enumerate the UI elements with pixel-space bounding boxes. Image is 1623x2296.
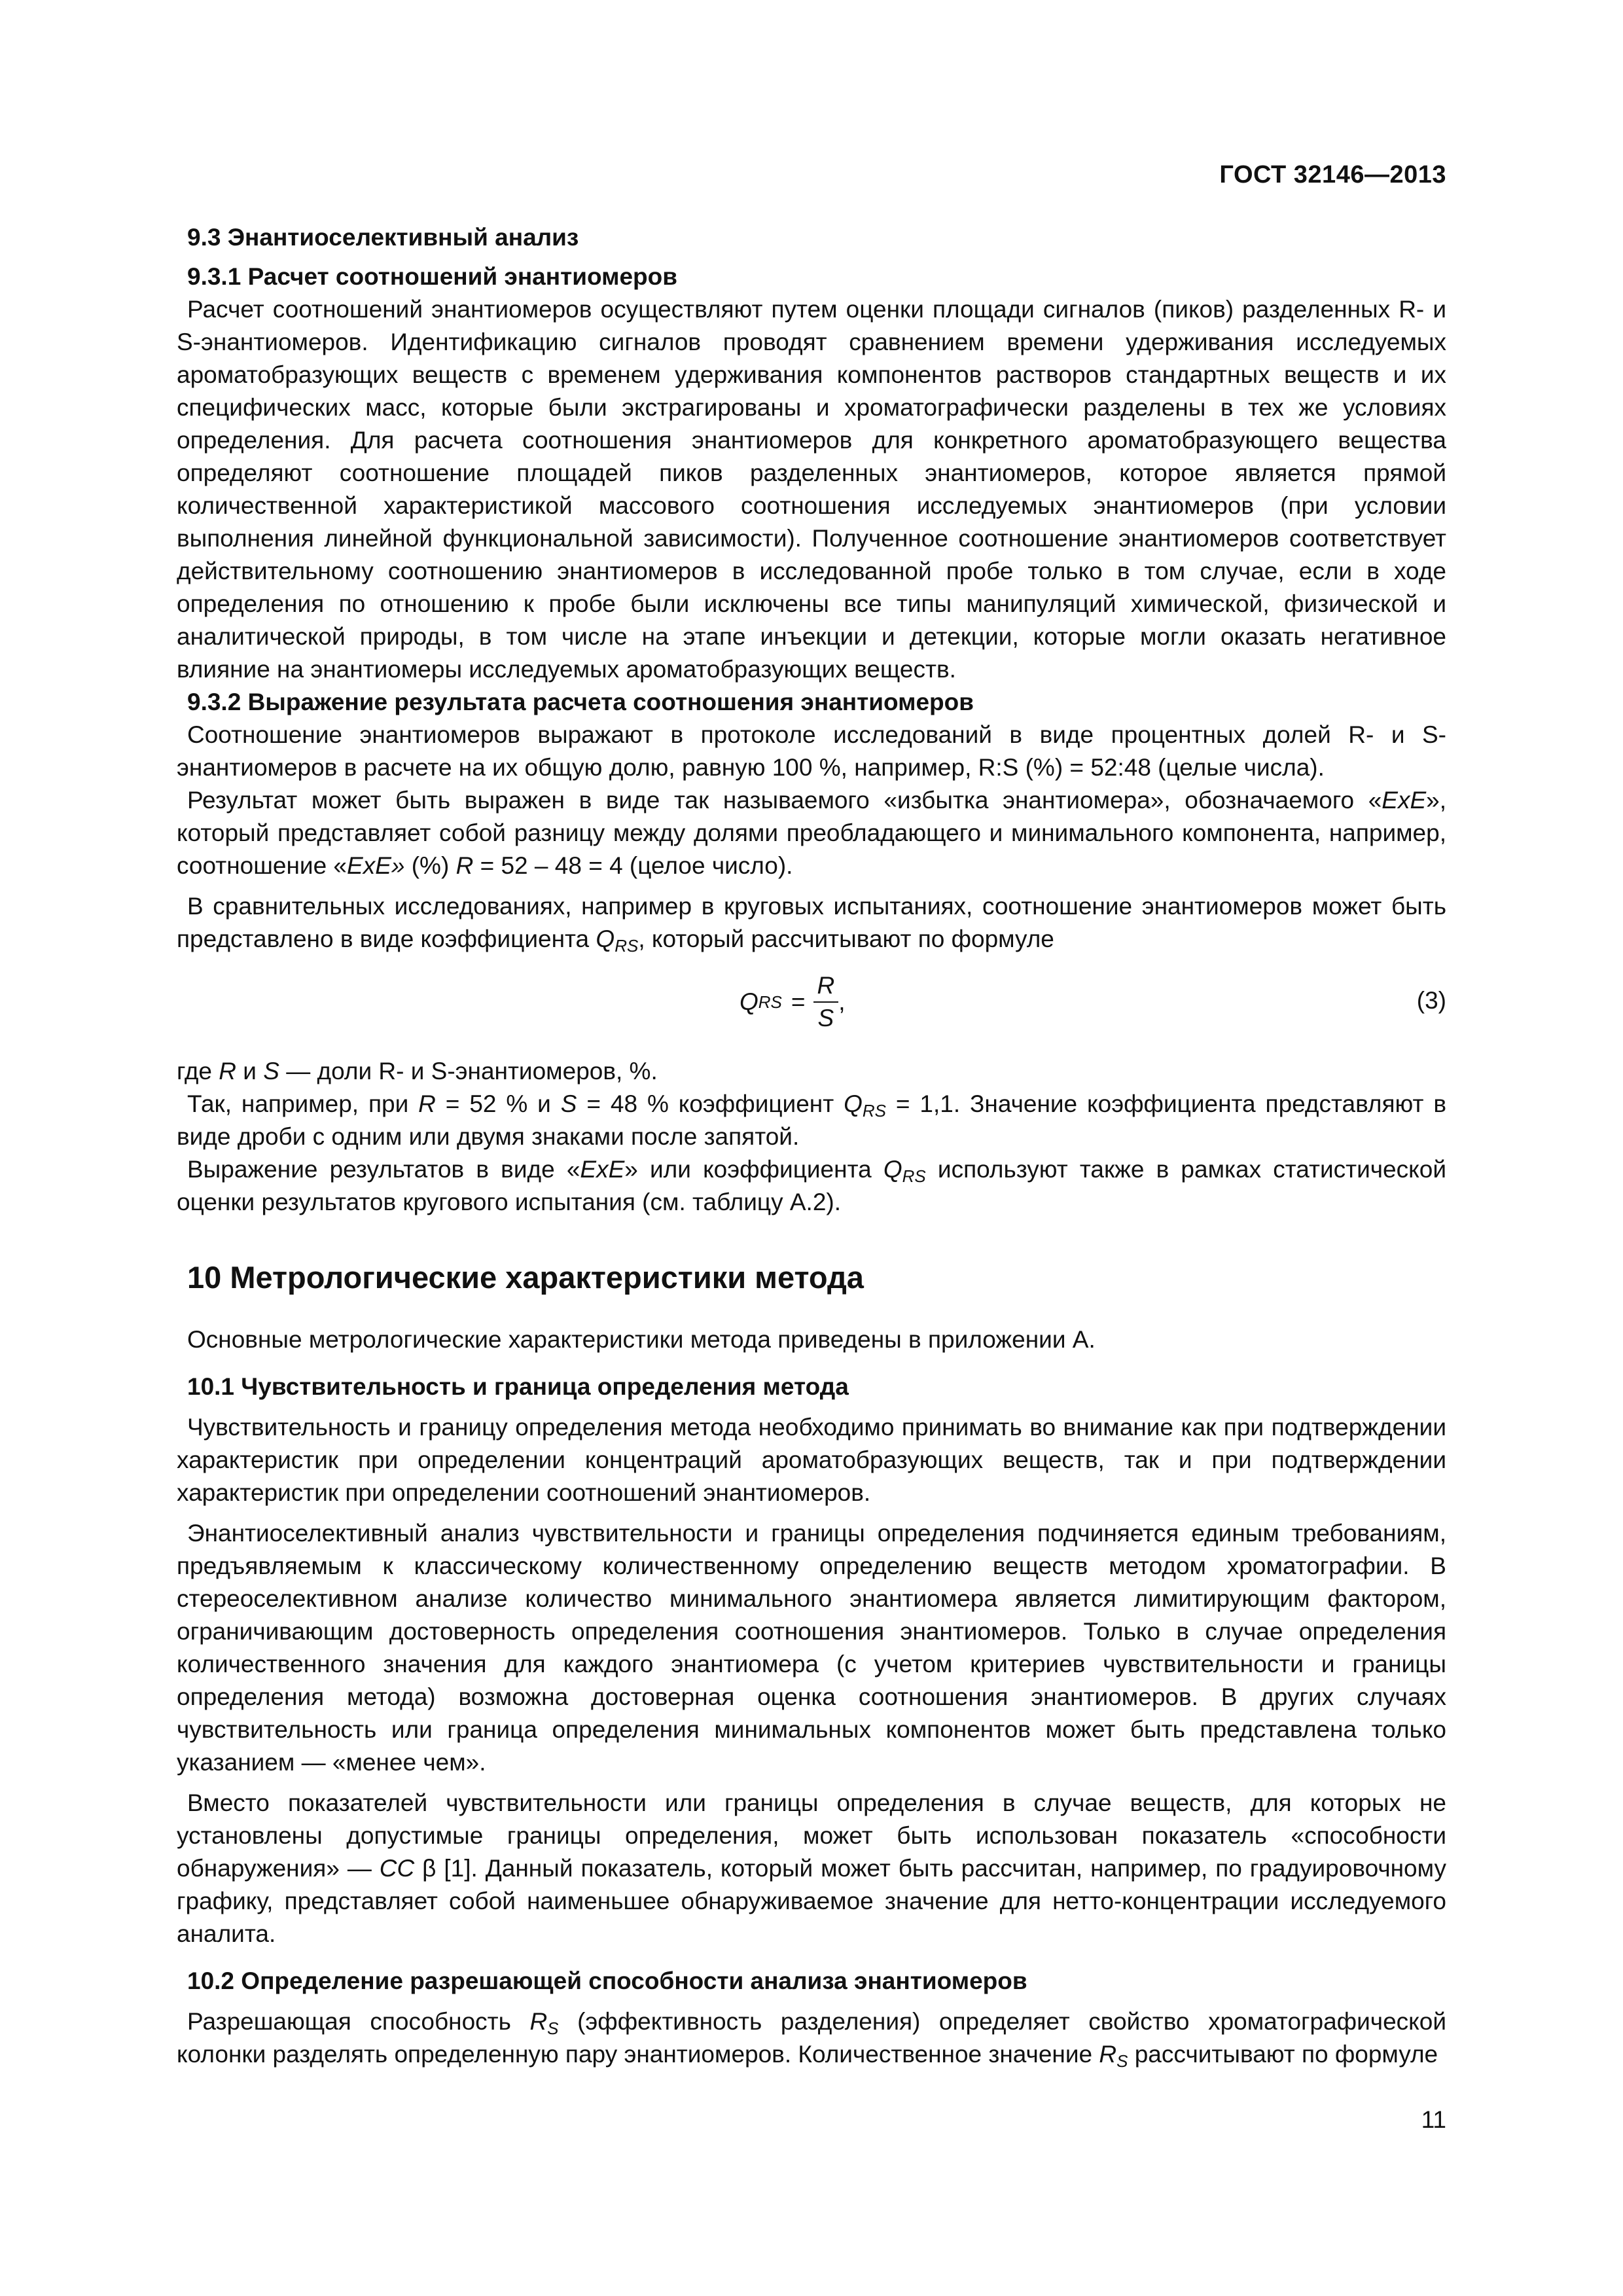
section-9-3-1-heading: 9.3.1 Расчет соотношений энантиомеров xyxy=(187,263,677,290)
paragraph-9-3-1: Расчет соотношений энантиомеров осуществляют путем оценки площади сигналов (пиков) разделенных R- и S-энантиомеров. Идентификацию сигналов проводят сравнением времени удерживания исследуемых ароматобразующих веществ с временем удерживания компонентов растворов стандартных веществ и их специфических масс, которые были экстрагированы и хроматографически разделены в тех же условиях определения. Для расчета соотношения энантиомеров для конкретного ароматобразующего вещества определяют соотношение площадей пиков разделенных энантиомеров, которое является прямой количественной характеристикой массового соотношения исследуемых энантиомеров (при условии выполнения линейной функциональной зависимости). Полученное соотношение энантиомеров соответствует действительному соотношению энантиомеров в исследованной пробе только в том случае, если в ходе определения по отношению к пробе были исключены все типы манипуляций химической, физической и аналитической природы, в том числе на этапе инъекции и детекции, которые могли оказать негативное влияние на энантиомеры исследуемых ароматобразующих веществ. xyxy=(177,296,1446,683)
page-number: 11 xyxy=(1421,2106,1446,2133)
paragraph-9-3-2-ratio: Соотношение энантиомеров выражают в протоколе исследований в виде процентных долей R- и S-энантиомеров в расчете на их общую долю, равную 100 %, например, R:S (%) = 52:48 (целые числа). xyxy=(177,721,1446,781)
section-10-1-heading: 10.1 Чувствительность и граница определения метода xyxy=(187,1373,849,1400)
paragraph-10-1-a: Чувствительность и границу определения метода необходимо принимать во внимание как при подтверждении характеристик при определении концентраций ароматобразующих веществ, так и при подтверждении характеристик при определении соотношений энантиомеров. xyxy=(177,1414,1446,1506)
paragraph-9-3-2-example: Так, например, при R = 52 % и S = 48 % коэффициент $Q_{RS} = 1,1$. Значение коэффициента представляют в виде дроби с одним или двумя знаками после запятой. xyxy=(177,1090,1446,1150)
section-9-3-heading: 9.3 Энантиоселективный анализ xyxy=(187,224,579,251)
section-10-heading: 10 Метрологические характеристики метода xyxy=(187,1260,864,1295)
section-10-2-heading: 10.2 Определение разрешающей способности анализа энантиомеров xyxy=(187,1967,1027,1994)
formula-3 xyxy=(177,965,1446,1050)
paragraph-10-2: Разрешающая способность $R_S$ (эффективность разделения) определяет свойство хроматографической колонки разделять определенную пару энантиомеров. Количественное значение $R_S$ рассчитывают по формуле xyxy=(177,2008,1446,2071)
document-code: ГОСТ 32146—2013 xyxy=(1219,161,1446,188)
paragraph-10-1-c: Вместо показателей чувствительности или границы определения в случае веществ, для которых не установлены допустимые границы определения, может быть использован показатель «способности обнаружения» — CC β [1]. Данный показатель, который может быть рассчитан, например, по градуировочному графику, представляет собой наименьшее обнаруживаемое значение для нетто-концентрации исследуемого аналита. xyxy=(177,1789,1446,1947)
paragraph-9-3-2-statistics: Выражение результатов в виде «ExE» или коэффициента $Q_{RS}$ используют также в рамках статистической оценки результатов кругового испытания (см. таблицу А.2). xyxy=(177,1156,1446,1215)
section-9-3-2-heading: 9.3.2 Выражение результата расчета соотношения энантиомеров xyxy=(187,689,974,715)
paragraph-9-3-2-coefficient: В сравнительных исследованиях, например в круговых испытаниях, соотношение энантиомеров может быть представлено в виде коэффициента $Q_{RS}$, который рассчитывают по формуле xyxy=(177,893,1446,956)
paragraph-10-intro: Основные метрологические характеристики метода приведены в приложении А. xyxy=(187,1326,1096,1353)
formula-number: (3) xyxy=(1416,987,1446,1014)
formula-fraction: $\frac{R}{S}$ xyxy=(813,971,839,1033)
formula-qrs: Q RS = $\frac{R}{S}$ , xyxy=(740,972,846,1031)
paragraph-10-1-b: Энантиоселективный анализ чувствительности и границы определения подчиняется единым требованиям, предъявляемым к классическому количественному определению веществ методом хроматографии. В стереоселективном анализе количество минимального энантиомера является лимитирующим фактором, ограничивающим достоверность определения соотношения энантиомеров. Только в случае определения количественного значения для каждого энантиомера (с учетом критериев чувствительности и границы определения метода) возможна достоверная оценка соотношения энантиомеров. В других случаях чувствительность или граница определения минимальных компонентов может быть представлена только указанием — «менее чем». xyxy=(177,1520,1446,1776)
paragraph-9-3-2-exe: Результат может быть выражен в виде так называемого «избытка энантиомера», обозначаемого «ExE», который представляет собой разницу между долями преобладающего и минимального компонента, например, соотношение «ExE» (%) R = 52 – 48 = 4 (целое число). xyxy=(177,787,1446,879)
document-body xyxy=(177,221,1446,2071)
formula-legend: где R и S — доли R- и S-энантиомеров, %. xyxy=(177,1058,658,1085)
